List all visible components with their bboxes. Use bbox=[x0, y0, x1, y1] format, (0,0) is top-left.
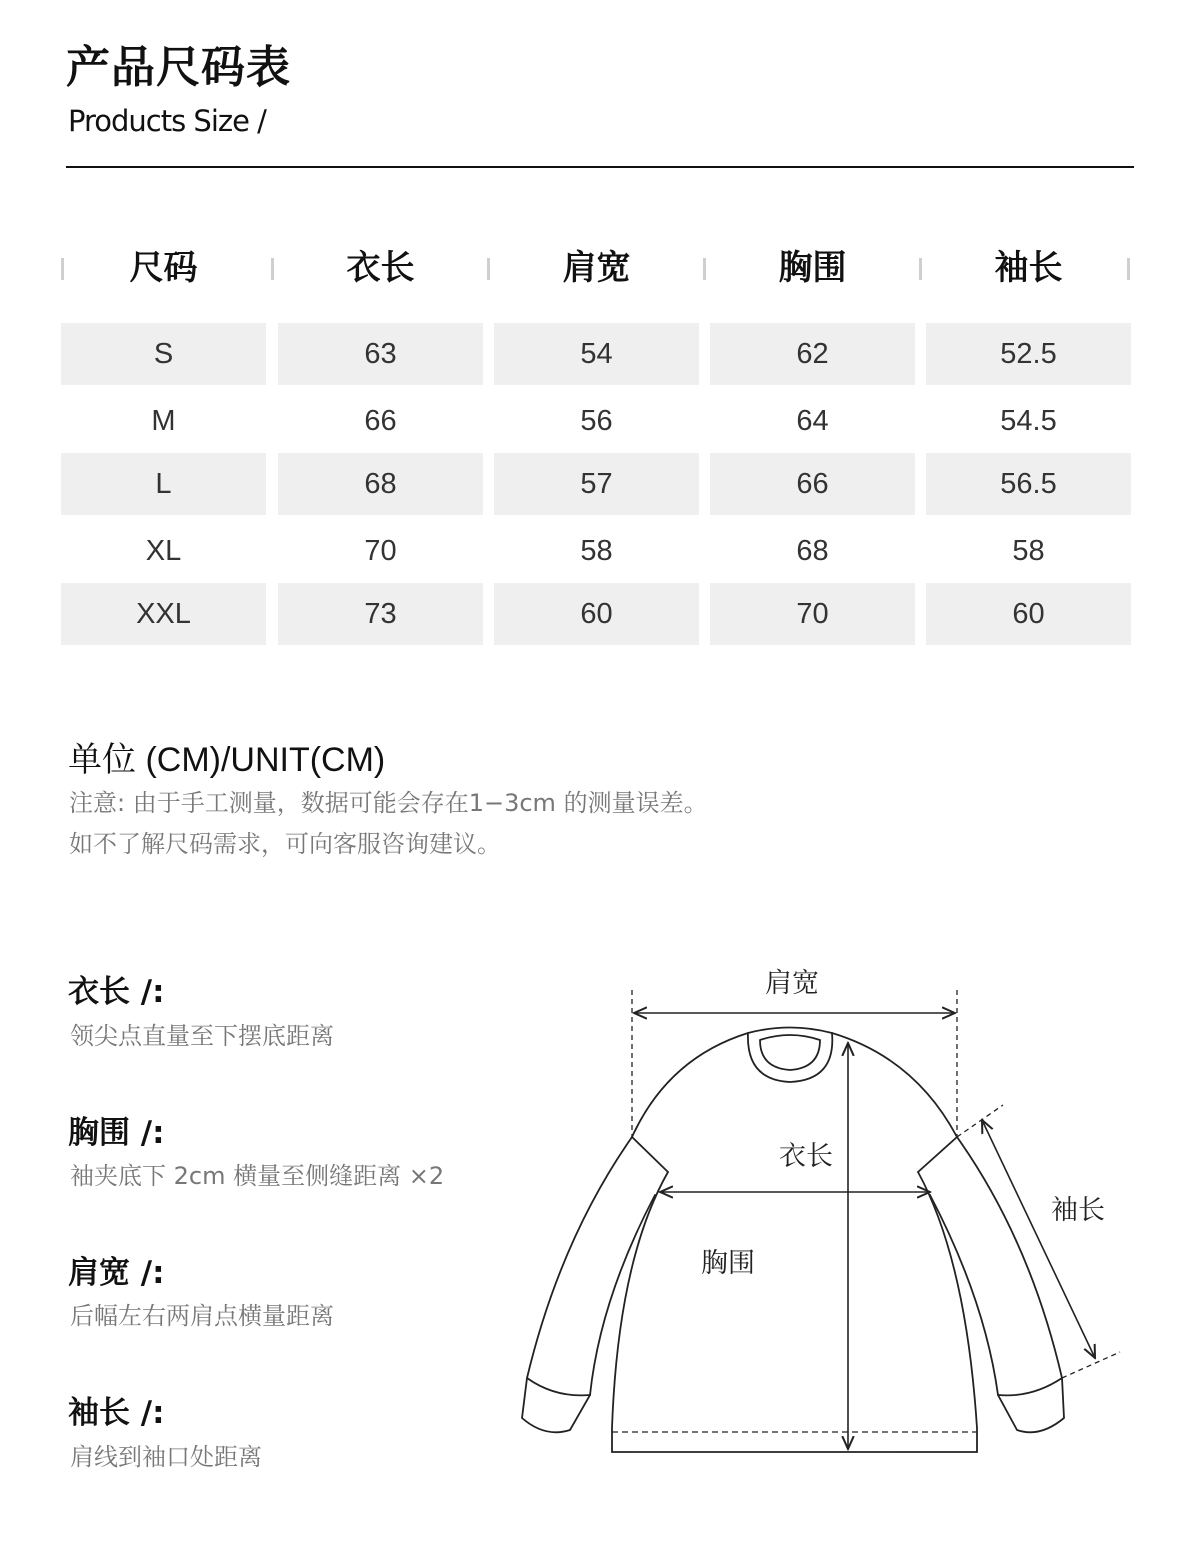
collar-inner bbox=[760, 1035, 820, 1070]
measure-title-chest: 胸围 /: bbox=[68, 1115, 165, 1151]
column-divider bbox=[919, 258, 922, 280]
table-cell: 66 bbox=[364, 405, 397, 437]
table-cell: 56.5 bbox=[926, 453, 1131, 515]
table-cell: 52.5 bbox=[926, 323, 1131, 385]
table-header bbox=[61, 238, 1131, 298]
chest-label: 胸围 bbox=[701, 1248, 755, 1279]
table-cell: 60 bbox=[494, 583, 699, 645]
table-cell: XXL bbox=[61, 583, 266, 645]
measure-title-length: 衣长 /: bbox=[68, 974, 165, 1010]
table-cell: 54 bbox=[494, 323, 699, 385]
sleeve-length-arrow bbox=[982, 1120, 1095, 1358]
right-sleeve-outer bbox=[957, 1137, 1062, 1378]
body-left-side bbox=[612, 1172, 668, 1452]
table-row bbox=[61, 453, 1131, 515]
table-row bbox=[61, 583, 1131, 645]
right-cuff bbox=[998, 1378, 1064, 1432]
sweatshirt-outline bbox=[522, 1028, 1064, 1453]
measure-title-sleeve: 袖长 /: bbox=[68, 1395, 165, 1431]
table-cell: S bbox=[61, 323, 266, 385]
table-cell: 58 bbox=[580, 535, 613, 567]
page-subtitle: Products Size / bbox=[68, 104, 266, 138]
table-cell: 63 bbox=[278, 323, 483, 385]
column-divider bbox=[271, 258, 274, 280]
unit-label: 单位 (CM)/UNIT(CM) bbox=[68, 741, 386, 779]
size-table bbox=[61, 238, 1131, 630]
left-cuff bbox=[522, 1378, 590, 1432]
table-cell: 66 bbox=[710, 453, 915, 515]
table-cell: 64 bbox=[796, 405, 829, 437]
column-header-size: 尺码 bbox=[129, 248, 198, 288]
measure-desc-shoulder: 后幅左右两肩点横量距离 bbox=[70, 1302, 334, 1330]
table-cell: 62 bbox=[710, 323, 915, 385]
table-cell: 73 bbox=[278, 583, 483, 645]
table-cell: 70 bbox=[364, 535, 397, 567]
table-row bbox=[61, 390, 1131, 452]
body-right-shoulder bbox=[832, 1033, 957, 1172]
header-divider bbox=[66, 166, 1134, 168]
measure-title-shoulder: 肩宽 /: bbox=[68, 1255, 165, 1291]
body-left-shoulder bbox=[632, 1033, 748, 1172]
table-cell: L bbox=[61, 453, 266, 515]
page-title: 产品尺码表 bbox=[66, 42, 291, 93]
column-header-length: 衣长 bbox=[346, 248, 415, 288]
measure-desc-chest: 袖夹底下 2cm 横量至侧缝距离 ×2 bbox=[70, 1162, 445, 1190]
sleeve-label: 袖长 bbox=[1051, 1195, 1105, 1226]
length-label: 衣长 bbox=[779, 1141, 833, 1172]
body-right-side bbox=[918, 1172, 977, 1452]
table-cell: 57 bbox=[494, 453, 699, 515]
measure-desc-sleeve: 肩线到袖口处距离 bbox=[70, 1443, 262, 1471]
left-sleeve-outer bbox=[527, 1137, 632, 1378]
column-header-sleeve: 袖长 bbox=[994, 248, 1063, 288]
table-cell: 60 bbox=[926, 583, 1131, 645]
table-cell: 54.5 bbox=[1000, 405, 1057, 437]
column-divider bbox=[487, 258, 490, 280]
table-cell: M bbox=[151, 405, 176, 437]
table-row bbox=[61, 520, 1131, 582]
table-cell: 70 bbox=[710, 583, 915, 645]
table-cell: 58 bbox=[1012, 535, 1045, 567]
note-advice: 如不了解尺码需求，可向客服咨询建议。 bbox=[69, 830, 501, 858]
table-cell: 68 bbox=[796, 535, 829, 567]
table-cell: XL bbox=[145, 535, 182, 567]
column-divider bbox=[703, 258, 706, 280]
table-row bbox=[61, 323, 1131, 385]
shoulder-label: 肩宽 bbox=[765, 968, 819, 999]
column-header-chest: 胸围 bbox=[778, 248, 847, 288]
measure-desc-length: 领尖点直量至下摆底距离 bbox=[70, 1022, 334, 1050]
sweatshirt-measurement-diagram bbox=[510, 955, 1150, 1475]
note-error: 注意: 由于手工测量，数据可能会存在1−3cm 的测量误差。 bbox=[69, 789, 708, 817]
table-cell: 68 bbox=[278, 453, 483, 515]
table-cell: 56 bbox=[580, 405, 613, 437]
column-header-shoulder: 肩宽 bbox=[562, 248, 631, 288]
